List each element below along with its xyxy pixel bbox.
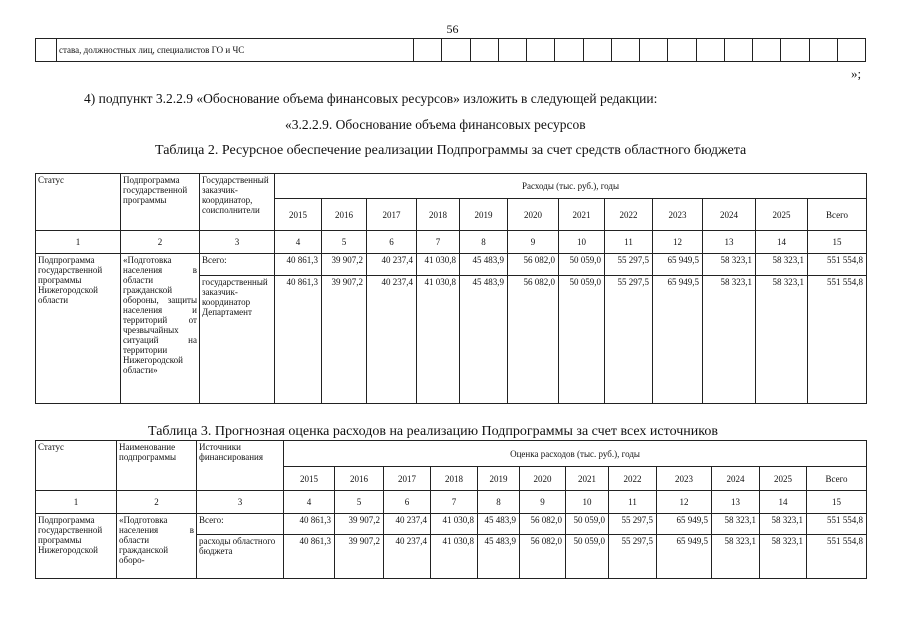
cell — [555, 39, 583, 62]
col-number: 8 — [460, 231, 508, 254]
col-number: 4 — [275, 231, 322, 254]
header-status: Статус — [36, 174, 121, 231]
cell — [837, 39, 865, 62]
value-cell: 56 082,0 — [508, 276, 559, 404]
year-header: Всего — [808, 199, 867, 231]
cell — [724, 39, 752, 62]
value-cell: 41 030,8 — [417, 276, 460, 404]
header-expenses: Расходы (тыс. руб.), годы — [275, 174, 867, 199]
cell — [36, 39, 57, 62]
value-cell: 40 861,3 — [284, 535, 335, 579]
value-cell: 39 907,2 — [322, 276, 367, 404]
value-cell: 551 554,8 — [807, 535, 867, 579]
section-heading: «3.2.2.9. Обоснование объема финансовых ресурсов — [285, 117, 586, 132]
year-header: 2022 — [605, 199, 653, 231]
col-number: 15 — [808, 231, 867, 254]
value-cell: 65 949,5 — [657, 514, 712, 535]
year-header: 2025 — [756, 199, 808, 231]
year-header: Всего — [807, 467, 867, 491]
value-cell: 58 323,1 — [703, 276, 756, 404]
row-label: государственный заказчик-координатор Департамент — [200, 276, 275, 404]
value-cell: 58 323,1 — [760, 514, 807, 535]
col-number: 5 — [322, 231, 367, 254]
header-status: Статус — [36, 441, 117, 491]
value-cell: 50 059,0 — [559, 254, 605, 276]
col-number: 9 — [520, 491, 566, 514]
value-cell: 50 059,0 — [566, 535, 609, 579]
value-cell: 39 907,2 — [322, 254, 367, 276]
col-number: 14 — [756, 231, 808, 254]
col-number: 6 — [367, 231, 417, 254]
cell — [583, 39, 611, 62]
row-label: Всего: — [197, 514, 284, 535]
col-number: 12 — [653, 231, 703, 254]
col-number: 13 — [703, 231, 756, 254]
closing-quote: »; — [851, 66, 862, 81]
value-cell: 56 082,0 — [520, 535, 566, 579]
value-cell: 41 030,8 — [417, 254, 460, 276]
cell — [781, 39, 809, 62]
year-header: 2016 — [335, 467, 384, 491]
value-cell: 55 297,5 — [605, 254, 653, 276]
col-number: 1 — [36, 231, 121, 254]
col-number: 3 — [197, 491, 284, 514]
col-number: 2 — [121, 231, 200, 254]
header-expenses: Оценка расходов (тыс. руб.), годы — [284, 441, 867, 467]
value-cell: 40 861,3 — [284, 514, 335, 535]
value-cell: 551 554,8 — [808, 276, 867, 404]
value-cell: 40 861,3 — [275, 276, 322, 404]
value-cell: 58 323,1 — [756, 254, 808, 276]
continued-table-row — [35, 38, 866, 62]
table-3 — [35, 440, 867, 579]
year-header: 2015 — [284, 467, 335, 491]
row-label: Всего: — [200, 254, 275, 276]
value-cell: 56 082,0 — [520, 514, 566, 535]
year-header: 2020 — [508, 199, 559, 231]
value-cell: 50 059,0 — [559, 276, 605, 404]
col-number: 14 — [760, 491, 807, 514]
col-number: 1 — [36, 491, 117, 514]
value-cell: 45 483,9 — [478, 514, 520, 535]
col-number: 11 — [605, 231, 653, 254]
status-cell: Подпрограмма государственной программы Нижегородской области — [36, 254, 121, 404]
col-number: 2 — [117, 491, 197, 514]
value-cell: 40 237,4 — [367, 254, 417, 276]
col-number: 4 — [284, 491, 335, 514]
value-cell: 45 483,9 — [478, 535, 520, 579]
col-number: 10 — [566, 491, 609, 514]
value-cell: 45 483,9 — [460, 254, 508, 276]
year-header: 2018 — [417, 199, 460, 231]
col-number: 5 — [335, 491, 384, 514]
program-cell: «Подготовка населения в области гражданской обороны, защиты населения и территорий от чрезвычайных ситуаций на территории Нижегородской области» — [121, 254, 200, 404]
value-cell: 58 323,1 — [703, 254, 756, 276]
value-cell: 41 030,8 — [431, 514, 478, 535]
cell — [696, 39, 724, 62]
cell — [414, 39, 442, 62]
value-cell: 39 907,2 — [335, 535, 384, 579]
top-row-text: става, должностных лиц, специалистов ГО и ЧС — [57, 39, 414, 62]
value-cell: 58 323,1 — [712, 535, 760, 579]
year-header: 2017 — [384, 467, 431, 491]
value-cell: 65 949,5 — [653, 254, 703, 276]
cell — [527, 39, 555, 62]
status-cell: Подпрограмма государственной программы Нижегородской — [36, 514, 117, 579]
year-header: 2015 — [275, 199, 322, 231]
col-number: 15 — [807, 491, 867, 514]
cell — [809, 39, 837, 62]
header-sources: Источники финансирования — [197, 441, 284, 491]
value-cell: 58 323,1 — [756, 276, 808, 404]
program-cell: «Подготовка населения в области гражданской оборо- — [117, 514, 197, 579]
col-number: 9 — [508, 231, 559, 254]
year-header: 2025 — [760, 467, 807, 491]
cell — [611, 39, 639, 62]
year-header: 2017 — [367, 199, 417, 231]
value-cell: 41 030,8 — [431, 535, 478, 579]
row-label: расходы областного бюджета — [197, 535, 284, 579]
col-number: 11 — [609, 491, 657, 514]
year-header: 2019 — [478, 467, 520, 491]
cell — [442, 39, 470, 62]
col-number: 10 — [559, 231, 605, 254]
col-number: 7 — [417, 231, 460, 254]
value-cell: 65 949,5 — [657, 535, 712, 579]
col-number: 12 — [657, 491, 712, 514]
value-cell: 40 237,4 — [384, 535, 431, 579]
year-header: 2023 — [653, 199, 703, 231]
cell — [498, 39, 526, 62]
header-program: Наименование подпрограммы — [117, 441, 197, 491]
page-number: 56 — [446, 22, 459, 36]
year-header: 2021 — [559, 199, 605, 231]
table-2 — [35, 173, 867, 404]
header-program: Подпрограмма государственной программы — [121, 174, 200, 231]
header-customer: Государственный заказчик-координатор, соисполнители — [200, 174, 275, 231]
col-number: 3 — [200, 231, 275, 254]
value-cell: 551 554,8 — [807, 514, 867, 535]
col-number: 13 — [712, 491, 760, 514]
col-number: 7 — [431, 491, 478, 514]
year-header: 2023 — [657, 467, 712, 491]
value-cell: 55 297,5 — [609, 535, 657, 579]
col-number: 8 — [478, 491, 520, 514]
paragraph-4: 4) подпункт 3.2.2.9 «Обоснование объема финансовых ресурсов» изложить в следующей редакции: — [84, 91, 658, 106]
year-header: 2018 — [431, 467, 478, 491]
value-cell: 40 237,4 — [367, 276, 417, 404]
value-cell: 40 861,3 — [275, 254, 322, 276]
col-number: 6 — [384, 491, 431, 514]
year-header: 2022 — [609, 467, 657, 491]
year-header: 2021 — [566, 467, 609, 491]
cell — [753, 39, 781, 62]
value-cell: 58 323,1 — [760, 535, 807, 579]
year-header: 2024 — [703, 199, 756, 231]
year-header: 2016 — [322, 199, 367, 231]
value-cell: 55 297,5 — [609, 514, 657, 535]
value-cell: 551 554,8 — [808, 254, 867, 276]
value-cell: 65 949,5 — [653, 276, 703, 404]
value-cell: 50 059,0 — [566, 514, 609, 535]
value-cell: 58 323,1 — [712, 514, 760, 535]
table2-caption: Таблица 2. Ресурсное обеспечение реализации Подпрограммы за счет средств областного бюджета — [155, 143, 747, 158]
cell — [668, 39, 696, 62]
table3-caption: Таблица 3. Прогнозная оценка расходов на реализацию Подпрограммы за счет всех источников — [148, 424, 718, 439]
year-header: 2024 — [712, 467, 760, 491]
value-cell: 39 907,2 — [335, 514, 384, 535]
value-cell: 45 483,9 — [460, 276, 508, 404]
value-cell: 55 297,5 — [605, 276, 653, 404]
cell — [470, 39, 498, 62]
year-header: 2019 — [460, 199, 508, 231]
cell — [640, 39, 668, 62]
year-header: 2020 — [520, 467, 566, 491]
value-cell: 56 082,0 — [508, 254, 559, 276]
value-cell: 40 237,4 — [384, 514, 431, 535]
